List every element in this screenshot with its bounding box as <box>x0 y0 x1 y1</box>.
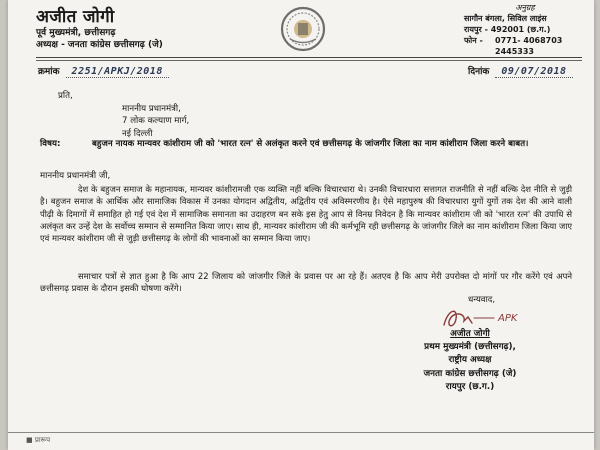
address-street: 7 लोक कल्याण मार्ग, <box>122 116 190 126</box>
closing-thanks: धन्यवाद, <box>468 295 496 305</box>
phone-number-1: 0771- 4068703 <box>495 36 563 45</box>
address-city: नई दिल्ली <box>122 128 153 139</box>
salutation: माननीय प्रधानमंत्री जी, <box>40 171 111 181</box>
letterhead-line2: अध्यक्ष - जनता कांग्रेस छत्तीसगढ़ (जे) <box>36 40 163 50</box>
letter-sheet <box>8 0 594 450</box>
phone-row-2 <box>464 46 586 57</box>
date-row <box>468 64 573 78</box>
residence-city: रायपुर - 492001 (छ.ग.) <box>464 25 551 34</box>
phone-number-2: 2445333 <box>495 47 534 56</box>
recipient-address <box>58 90 190 140</box>
body-paragraph-2: समाचार पत्रों से ज्ञात हुआ है कि आप 22 जिलाय को जांजगीर जिले के प्रवास पर आ रहे हैं। अतएव है कि आप मेरी उपरोक्त दो मांगों पर गौर करेंगे एवं अपने छत्तीसगढ़ प्रवास के दौरान इसकी घोषणा करेंगे। <box>40 271 572 294</box>
date-label: दिनांक <box>468 67 490 77</box>
letterhead-name: अजीत जोगी <box>36 7 115 27</box>
subject-text: बहुजन नायक मान्यवर कांशीराम जी को 'भारत रत्न' से अलंकृत करने एवं छत्तीसगढ़ के जांजगीर जिला का नाम कांशीराम जिला करने बाबत। <box>92 139 529 149</box>
signatory-name: अजीत जोगी <box>450 329 490 339</box>
signature-mark: APK <box>498 313 518 324</box>
address-to: प्रति, <box>58 91 73 101</box>
subject-row <box>40 138 570 151</box>
reference-label: क्रमांक <box>38 67 60 77</box>
letterhead-right <box>464 2 586 57</box>
letterhead-divider <box>36 57 582 58</box>
letterhead-line1: पूर्व मुख्यमंत्री, छत्तीसगढ़ <box>36 28 116 38</box>
signature-block <box>400 328 540 394</box>
reference-number-row <box>38 64 169 78</box>
body-paragraph-1: देश के बहुजन समाज के महानायक, मान्यवर कांशीरामजी एक व्यक्ति नहीं बल्कि विचारधारा थे। उनकी विचारधारा सत्तागत राजनीति से नहीं बल्कि देश नीति से जुड़ी है। बहुजन समाज के आर्थिक और सामाजिक विकास में उनका योगदान अद्वितीय, अद्वितीय एवं अविस्मरणीय है। ऐसे महापुरुष की विचारधारा युगों युगों तक देश की आने वाली पीढ़ी के दिमागों में समाहित हो गई एवं देश में सामाजिक समानता का उदाहरण बन सके इस हेतु आप से विनम्र निवेदन है कि मान्यवर कांशीराम जी को 'भारत रत्न' की उपाधि से अलंकृत कर उन्हें देश के सर्वोच्च सम्मान से सम्मानित किया जाए। साथ ही, मान्यवर कांशीराम जी की कर्मभूमि रही छत्तीसगढ़ के जांजगीर जिले का नाम कांशीराम जिला किया जाए एवं मान्यवर कांशीराम जी से जुड़ी छत्तीसगढ़ के लोगों की भावनाओं का सम्मान किया जाए। <box>40 184 572 244</box>
state-emblem-icon <box>276 6 330 52</box>
letter-date: 09/07/2018 <box>495 66 572 78</box>
signatory-title-2: राष्ट्रीय अध्यक्ष <box>448 355 492 366</box>
address-recipient: माननीय प्रधानमंत्री, <box>122 103 181 114</box>
letterhead-left <box>36 4 163 51</box>
signatory-title-1: प्रथम मुख्यमंत्री (छत्तीसगढ़), <box>424 342 516 353</box>
residence-name: अनुग्रह <box>515 3 535 12</box>
footer-divider <box>8 432 594 433</box>
letterhead-divider-thin <box>36 60 582 61</box>
residence-address: सागौन बंगला, सिविल लाइंस <box>464 14 547 23</box>
subject-label: विषय: <box>40 139 61 149</box>
signatory-city: रायपुर (छ.ग.) <box>445 381 495 392</box>
footer-mark: ■ प्रारूप <box>26 436 51 444</box>
phone-row <box>464 35 586 46</box>
signatory-title-3: जनता कांग्रेस छत्तीसगढ़ (जे) <box>423 368 517 379</box>
reference-number: 2251/APKJ/2018 <box>66 66 169 78</box>
phone-label: फोन - <box>464 36 483 45</box>
